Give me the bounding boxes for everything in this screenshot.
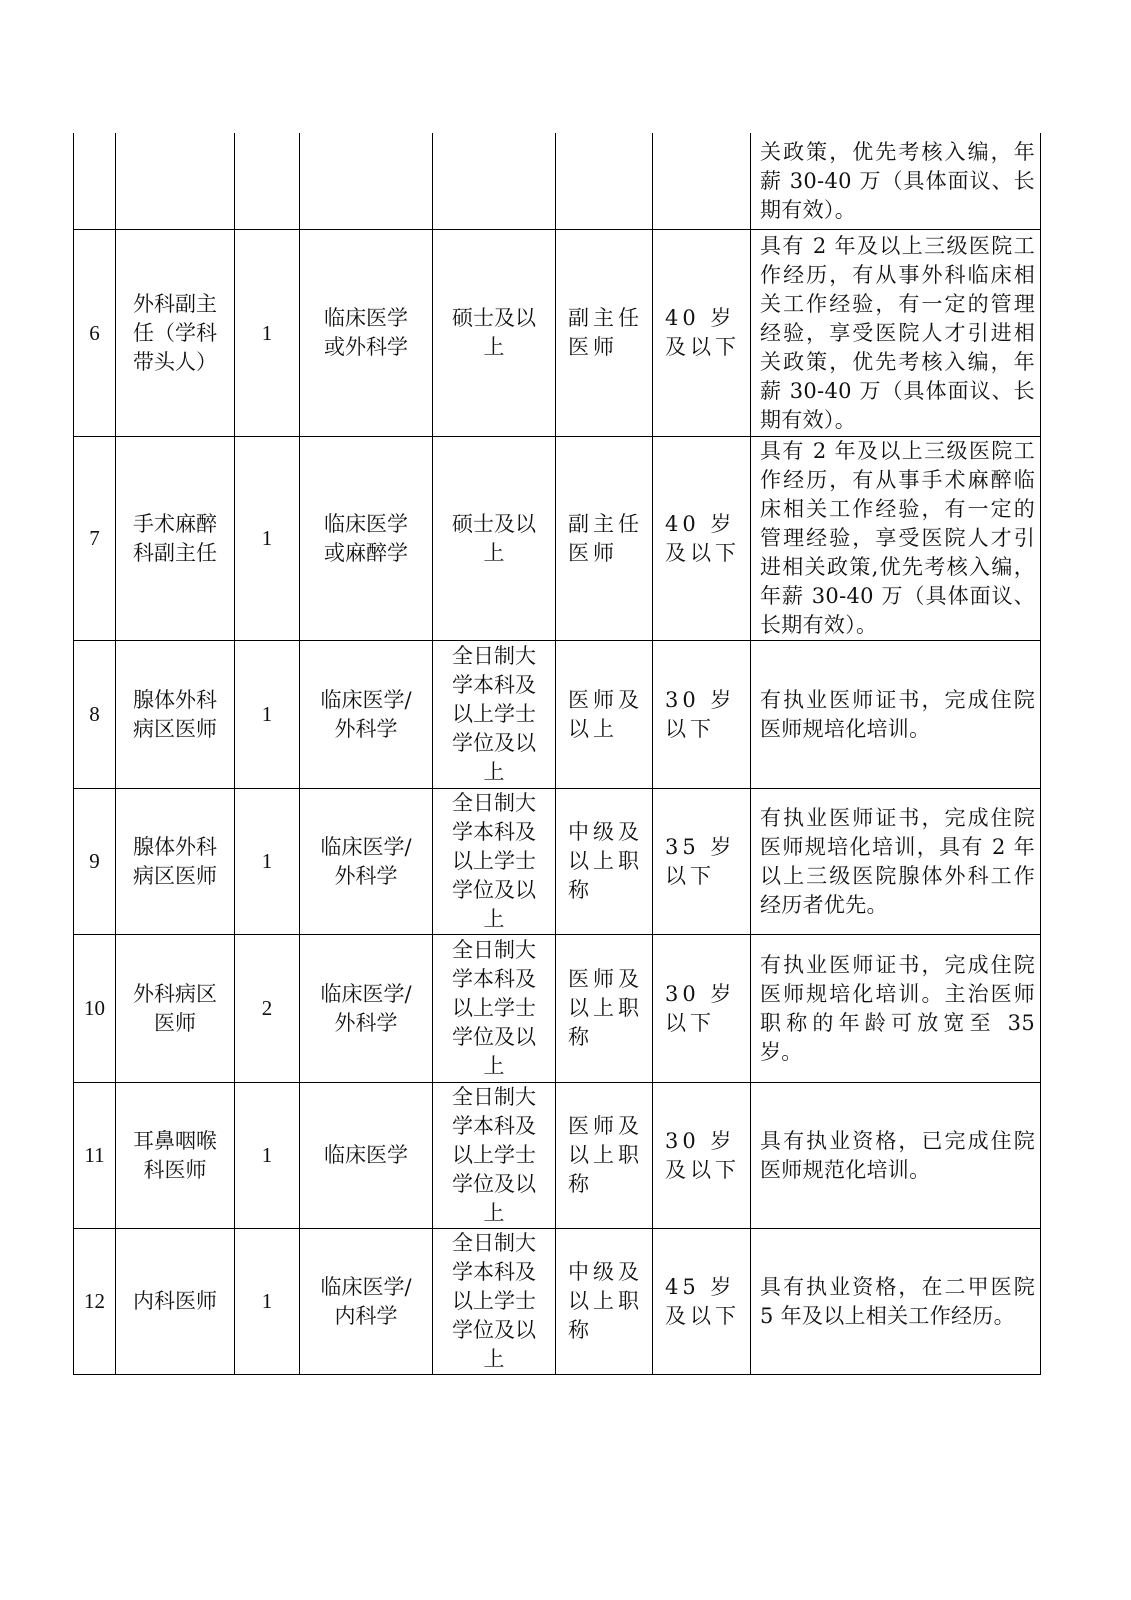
headcount-cell	[235, 1083, 300, 1229]
headcount-cell	[235, 789, 300, 935]
row-number-cell	[74, 641, 116, 789]
headcount-cell-text: 1	[261, 1143, 273, 1167]
major-cell	[300, 133, 433, 230]
row-number-cell-text: 10	[84, 996, 105, 1020]
position-cell	[116, 641, 235, 789]
remark-cell-text: 关政策，优先考核入编，年薪 30-40 万（具体面议、长期有效）。	[760, 139, 1035, 222]
major-cell-text: 临床医学/外科学	[320, 834, 412, 888]
headcount-cell	[235, 935, 300, 1083]
remark-cell-text: 具有执业资格，已完成住院医师规范化培训。	[760, 1128, 1035, 1182]
remark-cell-text: 具有 2 年及以上三级医院工作经历，有从事手术麻醉临床相关工作经验，有一定的管理经验，享受医院人才引进相关政策,优先考核入编，年薪 30-40 万（具体面议、长期有效）。	[760, 439, 1035, 637]
education-cell	[433, 1229, 556, 1375]
age-cell-text: 35 岁以下	[665, 834, 736, 888]
row-number-cell	[74, 789, 116, 935]
age-cell-text: 45 岁及以下	[665, 1274, 740, 1328]
title-cell	[556, 789, 653, 935]
position-cell	[116, 935, 235, 1083]
remark-cell	[751, 133, 1041, 230]
position-cell	[116, 133, 235, 230]
row-number-cell-text: 12	[84, 1289, 105, 1313]
title-cell	[556, 437, 653, 641]
education-cell-text: 硕士及以上	[452, 306, 536, 359]
title-cell	[556, 1229, 653, 1375]
position-cell	[116, 230, 235, 437]
remark-cell	[751, 641, 1041, 789]
headcount-cell	[235, 641, 300, 789]
remark-cell	[751, 1229, 1041, 1375]
age-cell	[653, 789, 751, 935]
age-cell-text: 30 岁以下	[665, 981, 736, 1035]
row-number-cell	[74, 1229, 116, 1375]
major-cell-text: 临床医学	[324, 1143, 408, 1167]
title-cell-text: 医师及以上职称	[568, 1114, 643, 1196]
education-cell-text: 全日制大学本科及以上学士学位及以上	[452, 1085, 536, 1225]
education-cell	[433, 133, 556, 230]
table-body	[74, 133, 1041, 1375]
remark-cell	[751, 230, 1041, 437]
table-row	[74, 230, 1041, 437]
age-cell	[653, 1229, 751, 1375]
row-number-cell	[74, 935, 116, 1083]
major-cell-text: 临床医学/外科学	[320, 687, 412, 741]
table-row	[74, 133, 1041, 230]
table-row	[74, 789, 1041, 935]
major-cell-text: 临床医学或外科学	[324, 306, 408, 359]
position-cell	[116, 1083, 235, 1229]
position-cell-text: 手术麻醉科副主任	[133, 511, 217, 565]
remark-cell	[751, 935, 1041, 1083]
education-cell-text: 硕士及以上	[452, 511, 536, 565]
table-row	[74, 1083, 1041, 1229]
education-cell	[433, 437, 556, 641]
row-number-cell	[74, 133, 116, 230]
headcount-cell-text: 1	[261, 320, 273, 345]
row-number-cell	[74, 1083, 116, 1229]
position-cell-text: 外科病区医师	[133, 981, 217, 1035]
major-cell	[300, 789, 433, 935]
education-cell	[433, 789, 556, 935]
headcount-cell-text: 1	[261, 849, 273, 873]
title-cell-text: 中级及以上职称	[568, 1260, 643, 1342]
title-cell-text: 中级及以上职称	[568, 820, 643, 902]
row-number-cell	[74, 230, 116, 437]
headcount-cell	[235, 437, 300, 641]
position-cell	[116, 1229, 235, 1375]
row-number-cell-text: 7	[89, 526, 100, 550]
major-cell-text: 临床医学/内科学	[320, 1274, 412, 1328]
position-cell-text: 耳鼻咽喉科医师	[133, 1128, 217, 1182]
remark-cell-text: 有执业医师证书，完成住院医师规培化培训。主治医师职称的年龄可放宽至 35 岁。	[760, 952, 1035, 1064]
age-cell	[653, 641, 751, 789]
headcount-cell-text: 1	[261, 702, 273, 726]
age-cell	[653, 1083, 751, 1229]
table-row	[74, 437, 1041, 641]
headcount-cell	[235, 133, 300, 230]
remark-cell	[751, 437, 1041, 641]
position-cell	[116, 437, 235, 641]
row-number-cell-text: 8	[89, 702, 100, 726]
title-cell-text: 医师及以上职称	[568, 967, 643, 1049]
remark-cell-text: 具有执业资格，在二甲医院 5 年及以上相关工作经历。	[760, 1274, 1035, 1328]
education-cell-text: 全日制大学本科及以上学士学位及以上	[452, 791, 536, 931]
age-cell-text: 40 岁及以下	[665, 511, 740, 565]
education-cell	[433, 641, 556, 789]
table-row	[74, 641, 1041, 789]
major-cell-text: 临床医学/外科学	[320, 981, 412, 1035]
major-cell	[300, 437, 433, 641]
title-cell	[556, 230, 653, 437]
headcount-cell	[235, 1229, 300, 1375]
education-cell	[433, 935, 556, 1083]
major-cell	[300, 230, 433, 437]
remark-cell-text: 有执业医师证书，完成住院医师规培化培训。	[760, 687, 1035, 741]
remark-cell	[751, 789, 1041, 935]
position-cell-text: 腺体外科病区医师	[133, 687, 217, 741]
education-cell-text: 全日制大学本科及以上学士学位及以上	[452, 938, 536, 1078]
major-cell	[300, 935, 433, 1083]
headcount-cell-text: 1	[261, 1289, 273, 1313]
major-cell	[300, 1083, 433, 1229]
table-row	[74, 1229, 1041, 1375]
major-cell-text: 临床医学或麻醉学	[324, 511, 408, 565]
headcount-cell-text: 2	[261, 996, 273, 1020]
title-cell-text: 副主任医师	[568, 306, 643, 359]
title-cell	[556, 935, 653, 1083]
title-cell-text: 医师及以上	[568, 687, 643, 741]
position-cell-text: 内科医师	[133, 1289, 217, 1313]
position-cell	[116, 789, 235, 935]
position-cell-text: 腺体外科病区医师	[133, 834, 217, 888]
education-cell	[433, 230, 556, 437]
title-cell	[556, 641, 653, 789]
recruitment-table	[73, 133, 1041, 1375]
age-cell	[653, 133, 751, 230]
remark-cell	[751, 1083, 1041, 1229]
age-cell	[653, 230, 751, 437]
age-cell-text: 40 岁及以下	[665, 306, 740, 359]
row-number-cell-text: 9	[89, 849, 100, 873]
title-cell	[556, 1083, 653, 1229]
age-cell-text: 30 岁以下	[665, 687, 736, 741]
row-number-cell-text: 11	[84, 1143, 105, 1167]
age-cell-text: 30 岁及以下	[665, 1128, 740, 1182]
major-cell	[300, 1229, 433, 1375]
row-number-cell-text: 6	[89, 320, 100, 345]
table-row	[74, 935, 1041, 1083]
headcount-cell-text: 1	[261, 526, 273, 550]
remark-cell-text: 具有 2 年及以上三级医院工作经历，有从事外科临床相关工作经验，有一定的管理经验，享受医院人才引进相关政策，优先考核入编，年薪 30-40 万（具体面议、长期有效）。	[760, 233, 1035, 432]
row-number-cell	[74, 437, 116, 641]
education-cell-text: 全日制大学本科及以上学士学位及以上	[452, 644, 536, 784]
education-cell-text: 全日制大学本科及以上学士学位及以上	[452, 1231, 536, 1371]
major-cell	[300, 641, 433, 789]
title-cell-text: 副主任医师	[568, 511, 643, 565]
position-cell-text: 外科副主任（学科带头人）	[133, 291, 217, 374]
age-cell	[653, 935, 751, 1083]
remark-cell-text: 有执业医师证书，完成住院医师规培化培训，具有 2 年以上三级医院腺体外科工作经历者优先。	[760, 805, 1035, 917]
age-cell	[653, 437, 751, 641]
title-cell	[556, 133, 653, 230]
headcount-cell	[235, 230, 300, 437]
education-cell	[433, 1083, 556, 1229]
